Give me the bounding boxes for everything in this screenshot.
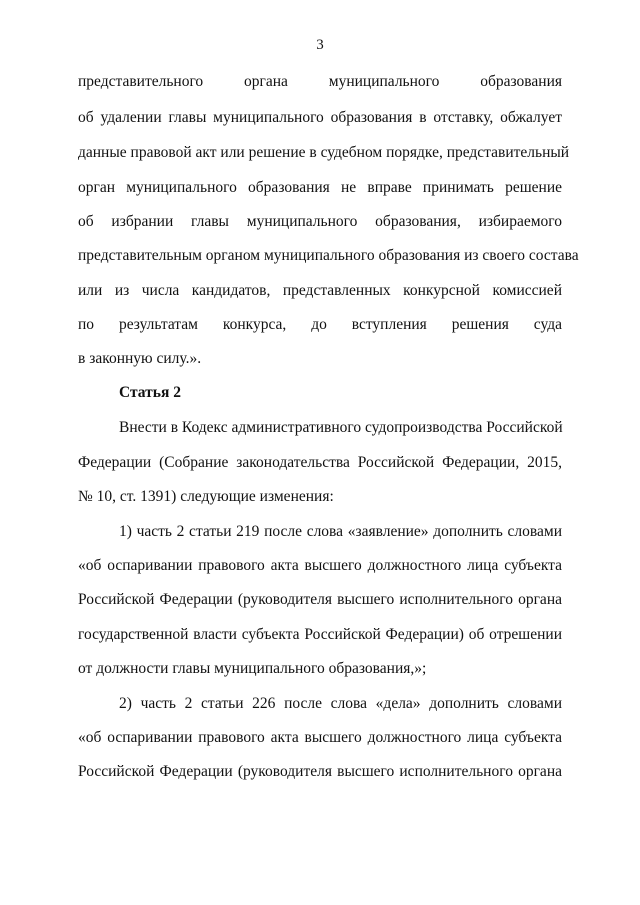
paragraph-line: об избрании главы муниципального образования, избираемого (78, 213, 562, 230)
paragraph-line: Российской Федерации (руководителя высшего исполнительного органа (78, 763, 562, 780)
article-heading: Статья 2 (119, 384, 181, 401)
paragraph-line: представительного органа муниципального образования (78, 73, 562, 90)
paragraph-line: орган муниципального образования не вправе принимать решение (78, 179, 562, 196)
paragraph-line: или из числа кандидатов, представленных конкурсной комиссией (78, 282, 562, 299)
paragraph-line: № 10, ст. 1391) следующие изменения: (78, 488, 334, 505)
paragraph-line: об удалении главы муниципального образования в отставку, обжалует (78, 109, 562, 126)
paragraph-line: в законную силу.». (78, 350, 202, 367)
paragraph-line: данные правовой акт или решение в судебном порядке, представительный (78, 144, 570, 161)
paragraph-line: «об оспаривании правового акта высшего должностного лица субъекта (78, 557, 562, 574)
paragraph-line: представительным органом муниципального образования из своего состава (78, 247, 579, 264)
paragraph-line: «об оспаривании правового акта высшего должностного лица субъекта (78, 729, 562, 746)
page-number: 3 (316, 37, 324, 53)
paragraph-line: государственной власти субъекта Российской Федерации) об отрешении (78, 626, 562, 643)
paragraph-line: Российской Федерации (руководителя высшего исполнительного органа (78, 591, 562, 608)
paragraph-line: Федерации (Собрание законодательства Российской Федерации, 2015, (78, 454, 562, 471)
paragraph-line: от должности главы муниципального образования,»; (78, 660, 427, 677)
paragraph-line: по результатам конкурса, до вступления решения суда (78, 316, 562, 333)
paragraph-line: Внести в Кодекс административного судопроизводства Российской (119, 419, 563, 436)
paragraph-line: 1) часть 2 статьи 219 после слова «заявление» дополнить словами (119, 523, 562, 540)
paragraph-line: 2) часть 2 статьи 226 после слова «дела» дополнить словами (119, 695, 562, 712)
